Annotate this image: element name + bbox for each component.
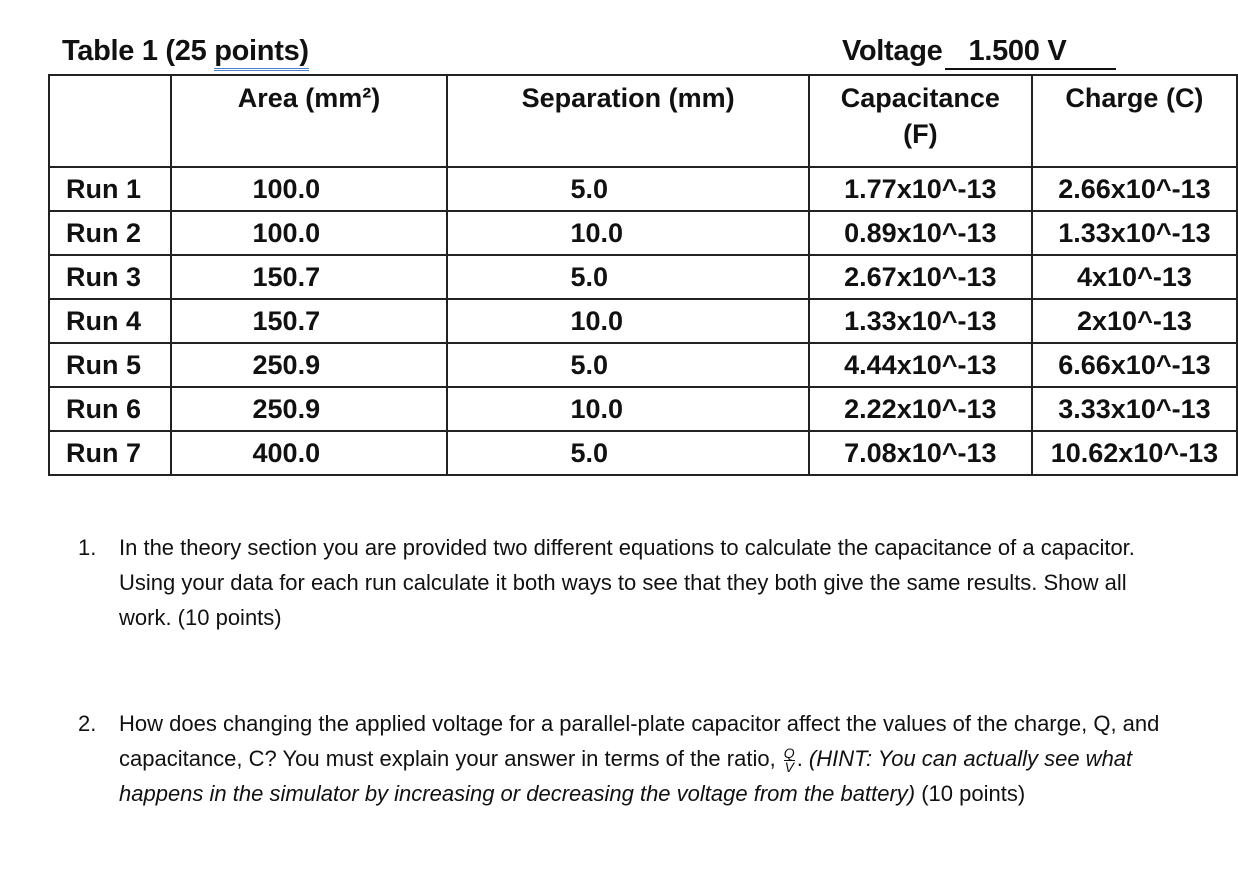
separation-cell[interactable]: 5.0 bbox=[447, 167, 808, 211]
table-header-row bbox=[49, 75, 1237, 167]
charge-cell[interactable]: 3.33x10^-13 bbox=[1032, 387, 1237, 431]
table-row bbox=[49, 167, 1237, 211]
table-title-prefix: Table 1 (25 bbox=[62, 35, 215, 67]
header-cell-separation: Separation (mm) bbox=[447, 75, 808, 167]
area-cell[interactable]: 250.9 bbox=[171, 387, 448, 431]
separation-cell[interactable]: 10.0 bbox=[447, 211, 808, 255]
question-2-number: 2. bbox=[78, 711, 97, 736]
charge-cell[interactable]: 2x10^-13 bbox=[1032, 299, 1237, 343]
separation-cell[interactable]: 5.0 bbox=[447, 343, 808, 387]
fraction-numerator: Q bbox=[783, 744, 795, 761]
table-row bbox=[49, 387, 1237, 431]
question-2-separator: . bbox=[796, 746, 809, 771]
capacitance-cell[interactable]: 7.08x10^-13 bbox=[809, 431, 1032, 475]
table-row bbox=[49, 255, 1237, 299]
header-cell-charge: Charge (C) bbox=[1032, 75, 1237, 167]
header-cell-run bbox=[49, 75, 171, 167]
question-1-number: 1. bbox=[78, 535, 97, 560]
area-cell[interactable]: 150.7 bbox=[171, 299, 448, 343]
voltage-field bbox=[842, 34, 1116, 70]
charge-cell[interactable]: 6.66x10^-13 bbox=[1032, 343, 1237, 387]
capacitance-cell[interactable]: 1.77x10^-13 bbox=[809, 167, 1032, 211]
voltage-value[interactable]: 1.500 V bbox=[945, 34, 1117, 70]
run-label: Run 7 bbox=[49, 431, 171, 475]
capacitance-cell[interactable]: 1.33x10^-13 bbox=[809, 299, 1032, 343]
question-2-text bbox=[119, 706, 1179, 811]
voltage-label: Voltage bbox=[842, 35, 943, 67]
charge-cell[interactable]: 2.66x10^-13 bbox=[1032, 167, 1237, 211]
separation-cell[interactable]: 10.0 bbox=[447, 299, 808, 343]
question-2-points: (10 points) bbox=[915, 781, 1026, 806]
area-cell[interactable]: 150.7 bbox=[171, 255, 448, 299]
header-cell-capacitance bbox=[809, 75, 1032, 167]
run-label: Run 3 bbox=[49, 255, 171, 299]
run-label: Run 6 bbox=[49, 387, 171, 431]
area-cell[interactable]: 400.0 bbox=[171, 431, 448, 475]
run-label: Run 2 bbox=[49, 211, 171, 255]
table-title-points: points) bbox=[214, 34, 309, 71]
data-table bbox=[48, 74, 1238, 476]
table-row bbox=[49, 343, 1237, 387]
capacitance-cell[interactable]: 0.89x10^-13 bbox=[809, 211, 1032, 255]
header-cell-area: Area (mm²) bbox=[171, 75, 448, 167]
separation-cell[interactable]: 10.0 bbox=[447, 387, 808, 431]
run-label: Run 5 bbox=[49, 343, 171, 387]
table-row bbox=[49, 431, 1237, 475]
q-over-v-fraction bbox=[783, 744, 795, 775]
table-row bbox=[49, 211, 1237, 255]
table-title bbox=[62, 34, 309, 71]
capacitance-cell[interactable]: 2.22x10^-13 bbox=[809, 387, 1032, 431]
separation-cell[interactable]: 5.0 bbox=[447, 431, 808, 475]
charge-cell[interactable]: 10.62x10^-13 bbox=[1032, 431, 1237, 475]
question-2-body: How does changing the applied voltage for a parallel-plate capacitor affect the values of the charge, Q, and capacitance, C? You must explain your answer in terms of the ratio, bbox=[119, 711, 1160, 771]
charge-cell[interactable]: 4x10^-13 bbox=[1032, 255, 1237, 299]
fraction-denominator: V bbox=[784, 758, 794, 775]
question-1-text: In the theory section you are provided two different equations to calculate the capacitance of a capacitor. Using your data for each run calculate it both ways to see that they both give the same results. Show all work. (10 points) bbox=[119, 535, 1135, 630]
run-label: Run 4 bbox=[49, 299, 171, 343]
question-2-hint: (HINT: You can actually see what happens in the simulator by increasing or decreasing the voltage from the battery) bbox=[119, 746, 1133, 806]
capacitance-header-text: Capacitance (F) bbox=[840, 83, 1000, 149]
charge-cell[interactable]: 1.33x10^-13 bbox=[1032, 211, 1237, 255]
table-body bbox=[49, 167, 1237, 475]
area-cell[interactable]: 100.0 bbox=[171, 167, 448, 211]
area-cell[interactable]: 250.9 bbox=[171, 343, 448, 387]
run-label: Run 1 bbox=[49, 167, 171, 211]
separation-cell[interactable]: 5.0 bbox=[447, 255, 808, 299]
capacitance-cell[interactable]: 2.67x10^-13 bbox=[809, 255, 1032, 299]
table-row bbox=[49, 299, 1237, 343]
area-cell[interactable]: 100.0 bbox=[171, 211, 448, 255]
capacitance-cell[interactable]: 4.44x10^-13 bbox=[809, 343, 1032, 387]
